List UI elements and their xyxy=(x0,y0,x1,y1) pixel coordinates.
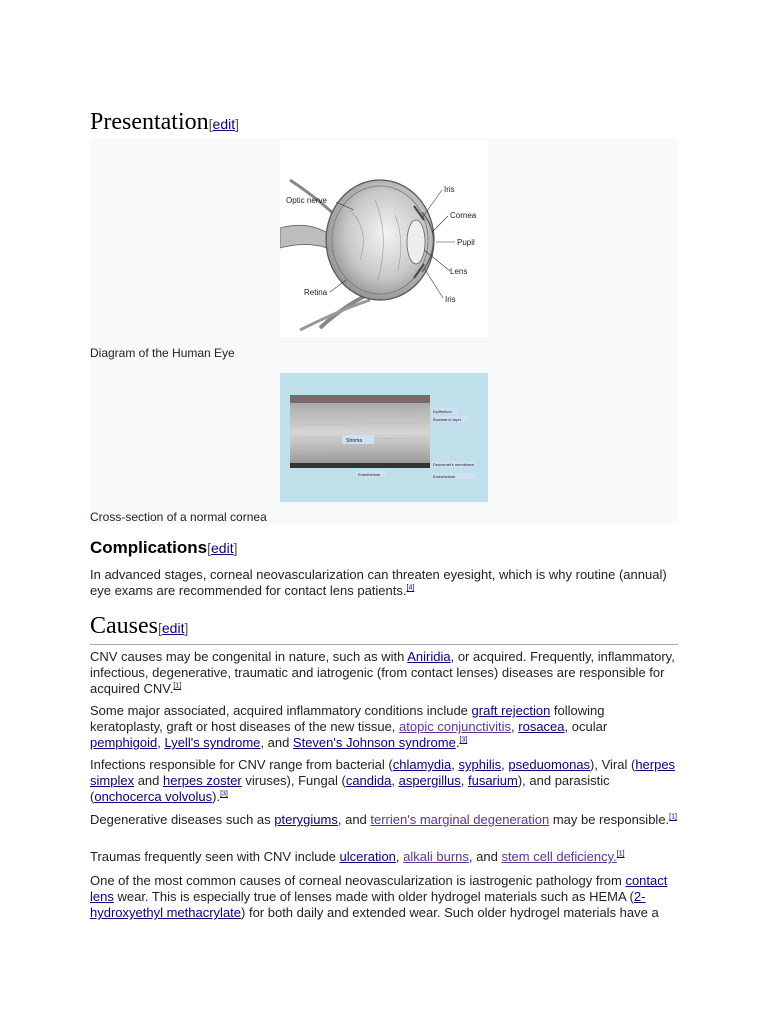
link-stevens-johnson-syndrome[interactable]: Steven's Johnson syndrome xyxy=(292,735,456,750)
causes-paragraph-2: Some major associated, acquired inflammatory conditions include graft rejection following keratoplasty, graft or host diseases of the new tissue, atopic conjunctivitis, rosacea, ocular pemphigoid, Lyell's syndrome, and Steven's Johnson syndrome.[3] xyxy=(90,703,608,750)
link-graft-rejection[interactable]: graft rejection xyxy=(471,703,551,718)
eye-diagram-caption: Diagram of the Human Eye xyxy=(90,346,235,360)
link-alkali-burns[interactable]: alkali burns xyxy=(403,849,469,864)
ref-link[interactable]: [1] xyxy=(173,682,182,690)
eye-label-lens: Lens xyxy=(450,267,468,276)
eye-label-iris-top: Iris xyxy=(444,185,455,194)
link-pterygiums[interactable]: pterygiums xyxy=(274,812,338,827)
causes-paragraph-4: Degenerative diseases such as pterygiums, and terrien's marginal degeneration may be responsible.[1] xyxy=(90,812,677,827)
link-ulceration[interactable]: ulceration xyxy=(339,849,396,864)
eye-label-iris-bottom: Iris xyxy=(445,295,456,304)
presentation-edit-link[interactable]: edit xyxy=(212,116,236,132)
link-herpes-zoster[interactable]: herpes zoster xyxy=(163,773,242,788)
presentation-title: Presentation xyxy=(90,109,209,135)
link-rosacea[interactable]: rosacea xyxy=(518,719,565,734)
eye-label-optic-nerve: Optic nerve xyxy=(286,196,327,205)
section-heading-presentation: Presentation[edit] xyxy=(90,108,678,141)
cornea-cross-section xyxy=(280,373,488,502)
causes-edit-link[interactable]: edit xyxy=(161,620,185,636)
causes-paragraph-3: Infections responsible for CNV range from bacterial (chlamydia, syphilis, pseduomonas), Viral (herpes simplex and herpes zoster viruses), Fungal (candida, aspergillus, fusarium), and parasistic (onchocerca volvolus).[3] xyxy=(90,757,676,804)
figure-gallery xyxy=(90,138,678,524)
link-fusarium[interactable]: fusarium xyxy=(467,773,518,788)
ref-link[interactable]: [3] xyxy=(220,790,228,798)
cornea-label-epithelium: Epithelium xyxy=(433,409,452,414)
ref-link[interactable]: [3] xyxy=(459,736,468,744)
link-atopic-conjunctivitis[interactable]: atopic conjunctivitis xyxy=(399,719,512,734)
ref-link[interactable]: [1] xyxy=(669,813,677,821)
eye-label-cornea: Cornea xyxy=(450,211,477,220)
link-terriens-marginal-degeneration[interactable]: terrien's marginal degeneration xyxy=(370,812,550,827)
link-herpes-simplex[interactable]: herpes simplex xyxy=(90,757,676,788)
complications-paragraph: In advanced stages, corneal neovascularization can threaten eyesight, which is why routine (annual) eye exams are recommended for contact lens patients.[4] xyxy=(90,567,667,598)
link-2-hydroxyethyl-methacrylate[interactable]: 2-hydroxyethyl methacrylate xyxy=(90,889,646,920)
causes-paragraph-6: One of the most common causes of corneal neovascularization is iastrogenic pathology from contact lens wear. This is especially true of lenses made with older hydrogel materials such as HEMA (2-hydroxyethyl methacrylate) for both daily and extended wear. Such older hydrogel materials have a xyxy=(90,873,668,920)
link-chlamydia[interactable]: chlamydia xyxy=(392,757,452,772)
link-aspergillus[interactable]: aspergillus xyxy=(398,773,461,788)
ref-link[interactable]: [1] xyxy=(616,850,625,858)
link-onchocerca-volvolus[interactable]: onchocerca volvolus xyxy=(94,789,213,804)
cornea-label-bowman: Bowman's layer xyxy=(433,417,462,422)
link-aniridia[interactable]: Aniridia xyxy=(407,649,451,664)
cornea-label-descemet: Descemet's membrane xyxy=(433,462,474,467)
link-syphilis[interactable]: syphilis xyxy=(458,757,502,772)
link-contact-lens[interactable]: contact lens xyxy=(90,873,668,904)
link-stem-cell-deficiency[interactable]: stem cell deficiency. xyxy=(501,849,617,864)
causes-title: Causes xyxy=(90,613,158,639)
cornea-caption: Cross-section of a normal cornea xyxy=(90,510,267,524)
section-heading-complications: Complications[edit] xyxy=(90,538,238,557)
ref-link[interactable]: [4] xyxy=(406,584,415,592)
link-lyells-syndrome[interactable]: Lyell's syndrome xyxy=(164,735,261,750)
link-pseduomonas[interactable]: pseduomonas xyxy=(508,757,591,772)
causes-paragraph-1: CNV causes may be congenital in nature, such as with Aniridia, or acquired. Frequently, inflammatory, infectious, degenerative, traumatic and iatrogenic (from contact lenses) diseases are responsible for acquired CNV.[1] xyxy=(90,649,675,696)
cornea-label-endothelium-right: Endothelium xyxy=(433,474,456,479)
link-pemphigoid[interactable]: pemphigoid xyxy=(90,735,158,750)
eye-label-retina: Retina xyxy=(304,288,328,297)
section-heading-causes: Causes[edit] xyxy=(90,612,678,645)
link-candida[interactable]: candida xyxy=(345,773,392,788)
eye-label-pupil: Pupil xyxy=(457,238,475,247)
cornea-label-endothelium: Endothelium xyxy=(358,472,381,477)
cornea-label-stroma: Stroma xyxy=(346,438,363,444)
complications-title: Complications xyxy=(90,538,208,557)
complications-edit-link[interactable]: edit xyxy=(211,540,234,556)
eye-diagram xyxy=(280,140,488,337)
causes-paragraph-5: Traumas frequently seen with CNV include ulceration, alkali burns, and stem cell deficiency.[1] xyxy=(90,849,625,864)
